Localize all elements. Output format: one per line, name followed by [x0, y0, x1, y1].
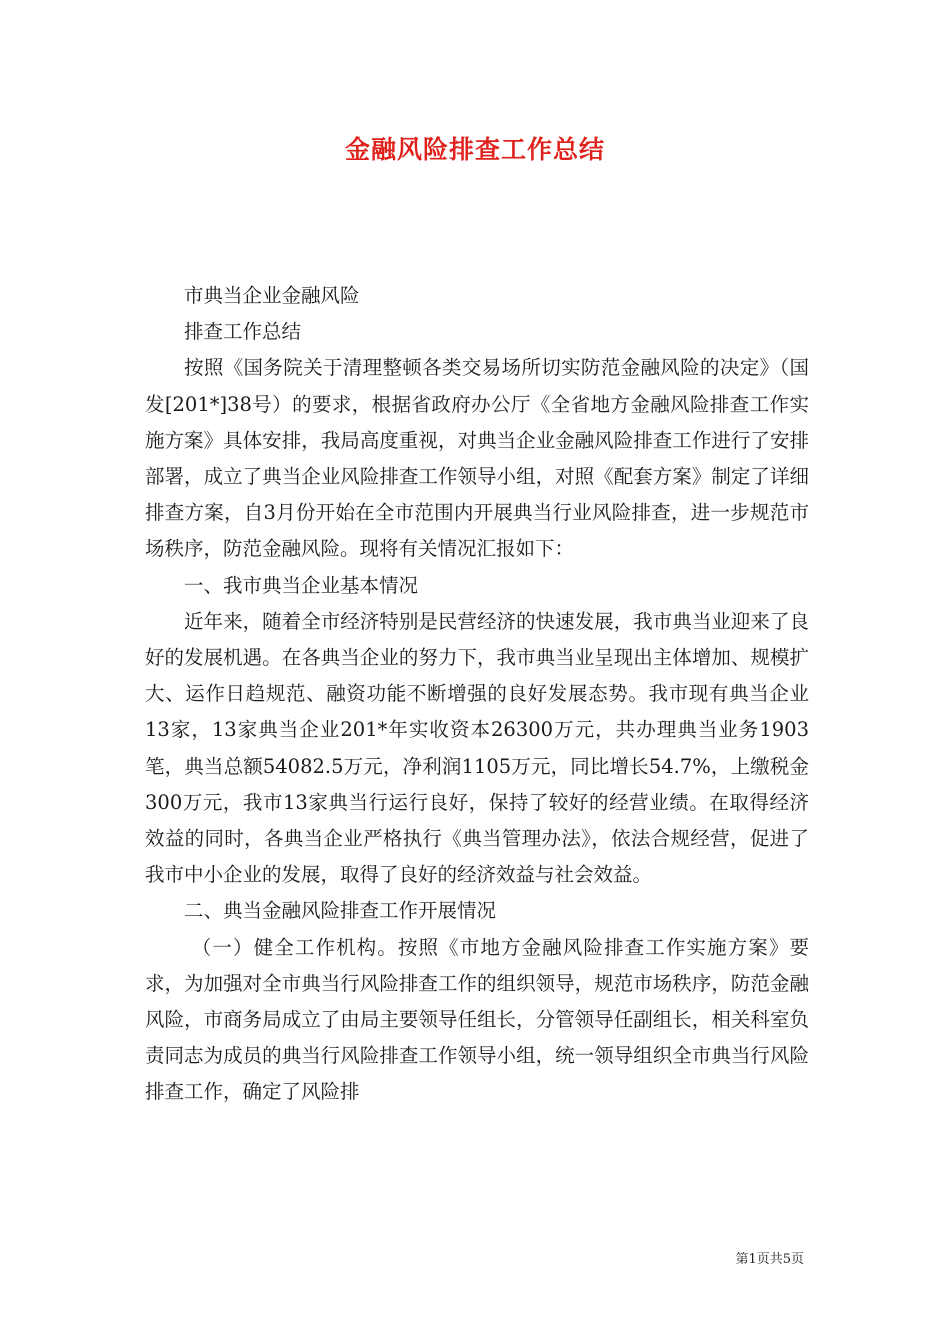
- section-heading-1: 一、我市典当企业基本情况: [184, 573, 419, 597]
- section-heading-2: 二、典当金融风险排查工作开展情况: [184, 899, 497, 923]
- section-1-paragraph: 近年来，随着全市经济特别是民营经济的快速发展，我市典当业迎来了良好的发展机遇。在各典当企业的努力下，我市典当业呈现出主体增加、规模扩大、运作日趋规范、融资功能不断增强的良好发展态势。我市现有典当企业13家，13家典当企业201*年实收资本26300万元，共办理典当业务1903笔，典当总额54082.5万元，净利润1105万元，同比增长54.7%，上缴税金300万元，我市13家典当行运行良好，保持了较好的经营业绩。在取得经济效益的同时，各典当企业严格执行《典当管理办法》，依法合规经营，促进了我市中小企业的发展，取得了良好的经济效益与社会效益。: [145, 609, 809, 887]
- subsection-1-paragraph: （一）健全工作机构。按照《市地方金融风险排查工作实施方案》要求，为加强对全市典当行风险排查工作的组织领导，规范市场秩序，防范金融风险，市商务局成立了由局主要领导任组长，分管领导任副组长，相关科室负责同志为成员的典当行风险排查工作领导小组，统一领导组织全市典当行风险排查工作，确定了风险排: [145, 935, 809, 1104]
- org-subtitle-line-1: 市典当企业金融风险: [184, 284, 360, 307]
- document-body: [145, 278, 809, 1111]
- page-number: 第1页共5页: [735, 1252, 804, 1267]
- intro-paragraph: 按照《国务院关于清理整顿各类交易场所切实防范金融风险的决定》（国发[201*]38号）的要求，根据省政府办公厅《全省地方金融风险排查工作实施方案》具体安排，我局高度重视，对典当企业金融风险排查工作进行了安排部署，成立了典当企业风险排查工作领导小组，对照《配套方案》制定了详细排查方案，自3月份开始在全市范围内开展典当行业风险排查，进一步规范市场秩序，防范金融风险。现将有关情况汇报如下：: [145, 356, 809, 561]
- org-subtitle-line-2: 排查工作总结: [184, 320, 302, 344]
- page-title: 金融风险排查工作总结: [344, 135, 605, 164]
